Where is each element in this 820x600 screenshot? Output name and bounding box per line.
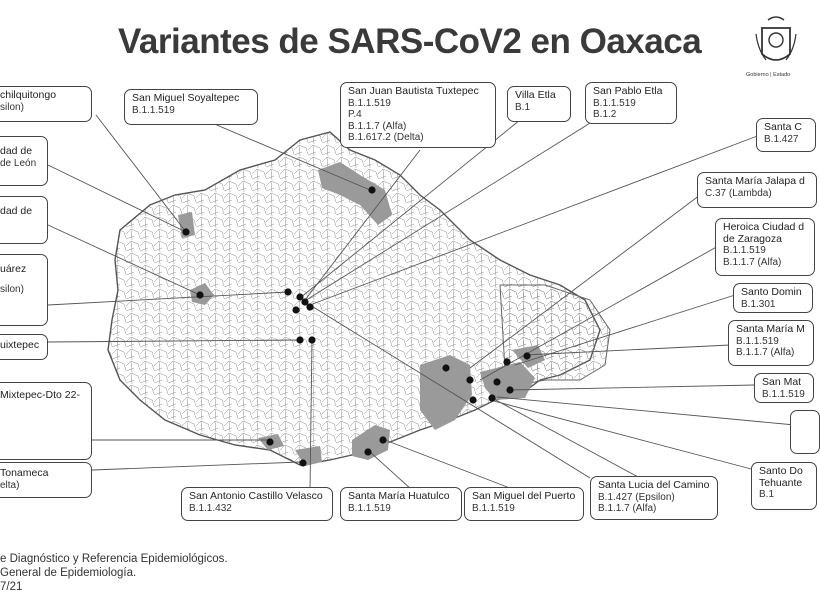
box-name: San Miguel del Puerto: [472, 490, 576, 502]
box-san-miguel-puerto: [464, 487, 584, 521]
box-leon: [0, 136, 48, 186]
box-variant: silon): [0, 283, 24, 295]
box-name-cont: de Zaragoza: [723, 232, 782, 245]
box-huatulco: [340, 487, 462, 521]
box-name: Santa Lucia del Camino: [598, 479, 710, 491]
box-variant: B.1.1.7 (Alfa): [348, 120, 407, 132]
box-santa-maria-m: [728, 320, 814, 366]
box-variant: B.1.301: [741, 298, 776, 310]
box-variant: B.1.1.7 (Alfa): [723, 256, 782, 268]
box-variant: P.4: [348, 109, 362, 120]
box-soyaltepec: [124, 89, 258, 125]
box-variant: C.37 (Lambda): [705, 187, 772, 199]
box-variant: B.1.2: [593, 109, 617, 120]
box-variant: B.1.1.7 (Alfa): [598, 503, 657, 514]
box-villa-etla: [507, 86, 571, 122]
box-jalapa: [697, 172, 817, 208]
page-title: Variantes de SARS-CoV2 en Oaxaca: [118, 22, 702, 61]
box-name: Heroica Ciudad d: [723, 221, 805, 233]
box-name: chilquitongo: [0, 89, 57, 101]
box-dad-de: [0, 196, 48, 244]
box-san-pablo-etla: [585, 82, 677, 124]
box-variant: B.1.1.519: [132, 104, 175, 116]
box-name: San Mat: [762, 376, 802, 388]
box-name: Santo Do: [759, 465, 803, 477]
box-variant: B.1.1.519: [736, 335, 779, 347]
footer-line: General de Epidemiología.: [0, 567, 137, 579]
box-castillo-velasco: [181, 487, 333, 521]
box-name: Villa Etla: [515, 89, 556, 101]
box-san-mat: [754, 373, 814, 403]
box-name: Santa María Huatulco: [348, 490, 450, 502]
box-tehuantepec: [751, 462, 817, 510]
box-variant: B.1.1.519: [348, 97, 391, 109]
box-name: Santo Domin: [741, 286, 802, 298]
box-name: dad de: [0, 145, 33, 157]
box-name: San Miguel Soyaltepec: [132, 92, 240, 104]
box-name: Santa María M: [736, 323, 805, 335]
box-chilquitongo: [0, 86, 92, 122]
box-variant: elta): [0, 479, 20, 491]
box-variant: B.1.1.519: [472, 502, 515, 514]
box-name: Mixtepec-Dto 22-: [0, 389, 80, 401]
box-name: Tonameca: [0, 467, 49, 479]
box-name: Santa C: [764, 121, 802, 133]
box-variant: B.1.1.432: [189, 502, 232, 514]
box-santa-c: [756, 118, 816, 152]
box-name-cont: Tehuante: [759, 476, 803, 489]
box-santo-domin: [733, 283, 813, 313]
box-variant: B.1.1.519: [723, 245, 766, 256]
box-variant: B.1: [515, 101, 531, 113]
box-name: San Pablo Etla: [593, 85, 663, 97]
box-variant: B.1.617.2 (Delta): [348, 132, 424, 143]
box-variant: B.1.1.7 (Alfa): [736, 347, 795, 358]
box-name: uixtepec: [0, 339, 40, 351]
box-santa-lucia: [590, 476, 718, 520]
box-uixtepec: [0, 334, 48, 360]
box-name: San Juan Bautista Tuxtepec: [348, 85, 479, 97]
box-tonameca: [0, 462, 92, 498]
box-name: uárez: [0, 263, 27, 275]
box-juarez: [0, 254, 48, 326]
box-name: dad de: [0, 205, 33, 217]
footer-source: [0, 552, 228, 594]
box-name: Santa María Jalapa d: [705, 175, 805, 187]
box-name: San Antonio Castillo Velasco: [189, 490, 323, 502]
box-variant: B.1.1.519: [593, 97, 636, 109]
footer-line: e Diagnóstico y Referencia Epidemiológicos.: [0, 553, 228, 565]
box-variant: silon): [0, 101, 24, 113]
box-variant: B.1: [759, 489, 775, 500]
logo-caption: Gobierno | Estado: [746, 72, 791, 78]
box-variant: de León: [0, 157, 37, 169]
box-mixtepec: [0, 382, 92, 460]
box-variant: B.1.427: [764, 133, 799, 145]
box-variant: B.1.1.519: [762, 388, 805, 400]
box-blank: [790, 410, 820, 454]
box-variant: B.1.1.519: [348, 502, 391, 514]
logo: [746, 14, 800, 84]
box-zaragoza: [715, 218, 815, 276]
box-variant: B.1.427 (Epsilon): [598, 491, 675, 503]
footer-line: 7/21: [0, 581, 23, 593]
box-tuxtepec: [340, 82, 496, 148]
